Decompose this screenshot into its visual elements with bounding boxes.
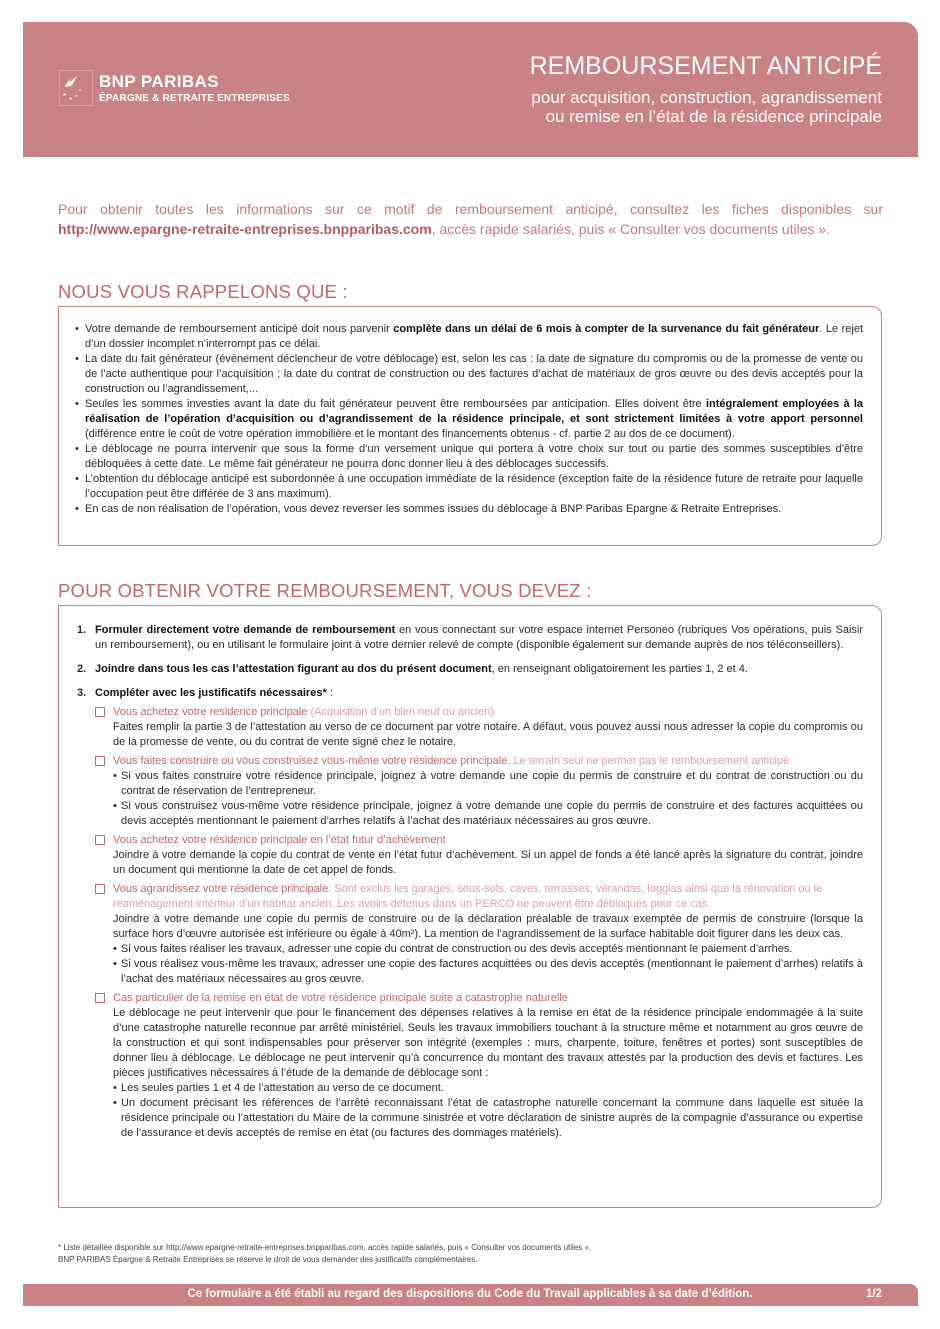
checkbox-construction[interactable] — [95, 756, 105, 766]
stars-logo-icon — [59, 70, 93, 106]
checkbox-agrandissement[interactable] — [95, 884, 105, 894]
option-catastrophe — [95, 991, 863, 1141]
bnp-paribas-logo — [59, 70, 319, 110]
reminder-item: • La date du fait générateur (évènement déclencheur de votre déblocage) est, selon les cas : la date de signature du compromis ou de la promesse de vente ou de l’acte authentique pour l’acquisition ; la date du contrat de construction ou des factures d’achat de matériaux de gros œuvre ou des devis acceptés pour la construction ou l’agrandissement,... — [75, 353, 863, 395]
intro-link[interactable]: http://www.epargne-retraite-entreprises.bnpparibas.com — [58, 221, 432, 237]
option-bullet: • Si vous faites réaliser les travaux, adresser une copie du contrat de construction ou des devis acceptés mentionnant le paiement d’arrhes. — [113, 943, 793, 955]
option-title: Vous achetez votre residence principale — [113, 706, 308, 718]
step-2: 2. Joindre dans tous les cas l’attestation figurant au dos du présent document, en renseignant obligatoirement les parties 1, 2 et 4. — [77, 663, 748, 675]
option-body: Faites remplir la partie 3 de l’attestation au verso de ce document par votre notaire. A défaut, vous pouvez aussi nous adresser la copie du compromis ou de la promesse de vente, ou du contrat de vente signé chez le notaire. — [113, 721, 863, 748]
page-title: REMBOURSEMENT ANTICIPÉ — [529, 52, 882, 80]
reminder-item: • Seules les sommes investies avant la date du fait générateur peuvent être remboursées par anticipation. Elles doivent être intégralement employées à la réalisation de l’opération d’acquisition ou d’agrandissement de la résidence principale, et sont strictement limitées à votre apport personnel (différence entre le coût de votre opération immobilière et le montant des financements obtenus - cf. partie 2 au dos de ce document). — [75, 398, 864, 440]
footnote — [58, 1242, 591, 1266]
option-note: Le terrain seul ne permet pas le remboursement anticipé — [510, 755, 790, 767]
step-3: 3. Compléter avec les justificatifs nécessaires* : — [77, 687, 333, 699]
checkbox-vefa[interactable] — [95, 835, 105, 845]
step-1: 1. Formuler directement votre demande de remboursement en vous connectant sur votre espace internet Personeo (rubriques Vos opérations, puis Saisir un remboursement), ou en utilisant le formulaire joint à votre dernier relevé de compte (disponible également sur demande auprès de nos téléconseillers). — [77, 624, 864, 651]
checkbox-acquisition[interactable] — [95, 707, 105, 717]
reminder-item: • En cas de non réalisation de l’opération, vous devez reverser les sommes issues du déblocage à BNP Paribas Epargne & Retraite Entreprises. — [75, 503, 782, 515]
brand-name: BNP PARIBAS — [99, 72, 219, 91]
option-note: Sont exclus les garages, sous-sols, caves, terrasses, vérandas, loggias ainsi que la rénovation ou le réaménagement intérieur d’un habitat ancien. Les avoirs détenus dans un PERCO ne peuvent être débloqués pour ce cas. — [113, 883, 823, 910]
reminder-item: • L’obtention du déblocage anticipé est subordonnée à une occupation immédiate de la résidence (exception faite de la résidence future de retraite pour laquelle l’occupation peut être différée de 3 ans maximum). — [75, 473, 863, 500]
option-body: Le déblocage ne peut intervenir que pour le financement des dépenses relatives à la remise en état de la résidence principale endommagée à la suite d’une catastrophe naturelle reconnue par arrêté ministériel. Seuls les travaux immobiliers touchant à la structure même et notamment au gros œuvre de la construction et qui sont indispensables pour préserver son intégrité (exemples : murs, charpente, toiture, fenêtres et portes) sont susceptibles de donner lieu à déblocage. Le déblocage ne peut intervenir qu’à concurrence du montant des travaux attestés par la production des devis et factures. Les pièces justificatives nécessaires à l’étude de la demande de déblocage sont : — [113, 1007, 863, 1079]
subtitle-line-1: pour acquisition, construction, agrandissement — [531, 88, 882, 107]
option-bullet: • Un document précisant les références de l’arrêté reconnaissant l’état de catastrophe naturelle concernant la commune dans laquelle est située la résidence principale ou l’attestation du Maire de la commune sinistrée et votre déclaration de sinistre auprès de la compagnie d’assurance ou expertise de l’assurance et devis acceptés de remise en état (ou factures des dommages matériels). — [113, 1097, 863, 1139]
footnote-line-1: * Liste détaillée disponible sur http://www.epargne-retraite-entreprises.bnpparibas.com, accès rapide salariés, puis « Consulter vos documents utiles ». — [58, 1243, 592, 1252]
reminder-box — [58, 306, 882, 546]
option-acquisition — [95, 705, 863, 750]
option-body: Joindre à votre demande une copie du permis de construire ou de la déclaration préalable de travaux exemptée de permis de construire (lorsque la surface hors d’œuvre autorisée est inférieure ou égale à 40m²). La mention de l’agrandissement de la surface habitable doit figurer dans les deux cas. — [113, 913, 863, 940]
option-title: Vous agrandissez votre résidence principale. — [113, 883, 332, 895]
header-band — [23, 22, 918, 157]
footnote-line-2: BNP PARIBAS Épargne & Retraite Entreprises se réserve le droit de vous demander des justificatifs complémentaires. — [58, 1255, 478, 1264]
intro-text: Pour obtenir toutes les informations sur ce motif de remboursement anticipé, consultez les fiches disponibles sur — [58, 201, 883, 217]
section-title-steps: POUR OBTENIR VOTRE REMBOURSEMENT, VOUS DEVEZ : — [58, 580, 592, 601]
checkbox-catastrophe[interactable] — [95, 993, 105, 1003]
reminder-item: • Le déblocage ne pourra intervenir que sous la forme d’un versement unique qui portera à votre choix sur tout ou partie des sommes susceptibles d’être débloquées à cette date. Le même fait générateur ne pourra donc donner lieu à des déblocages successifs. — [75, 443, 863, 470]
page-number: 1/2 — [866, 1288, 882, 1300]
option-title: Vous faites construire ou vous construisez vous-même votre résidence principale. — [113, 755, 511, 767]
option-vefa — [95, 833, 863, 878]
option-bullet: • Si vous faites construire votre résidence principale, joignez à votre demande une copie du permis de construire et du contrat de construction ou du contrat de réservation de l’entrepreneur. — [113, 770, 863, 797]
option-title: Cas particulier de la remise en état de votre résidence principale suite a catastrophe naturelle — [113, 992, 568, 1004]
subtitle-line-2: ou remise en l’état de la résidence principale — [545, 107, 882, 126]
steps-box — [58, 605, 882, 1208]
option-bullet: • Si vous réalisez vous-même les travaux, adresser une copie des factures acquittées ou des devis acceptés (mentionnant le paiement d’arrhes) relatifs à l’achat des matériaux nécessaires au gros œuvre. — [113, 958, 863, 985]
brand-subtitle: ÉPARGNE & RETRAITE ENTREPRISES — [99, 93, 290, 104]
footer-text: Ce formulaire a été établi au regard des dispositions du Code du Travail applicables à sa date d’édition. — [187, 1288, 753, 1300]
option-bullet: • Les seules parties 1 et 4 de l’attestation au verso de ce document. — [113, 1082, 444, 1094]
intro-paragraph — [58, 199, 883, 239]
option-construction — [95, 754, 863, 829]
option-note: (Acquisition d’un bien neuf ou ancien) — [307, 706, 494, 718]
option-bullet: • Si vous construisez vous-même votre résidence principale, joignez à votre demande une copie du permis de construire et des factures acquittées ou devis acceptés mentionnant le paiement d’arrhes relatifs à l’achat des matériaux nécessaires au gros œuvre. — [113, 800, 863, 827]
page-subtitle — [531, 88, 882, 126]
reminder-item: • Votre demande de remboursement anticipé doit nous parvenir complète dans un délai de 6 mois à compter de la survenance du fait générateur. Le rejet d’un dossier incomplet n’interrompt pas ce délai. — [75, 323, 863, 350]
intro-text-end: , accès rapide salariés, puis « Consulter vos documents utiles ». — [431, 221, 831, 237]
option-agrandissement — [95, 882, 863, 987]
section-title-rappel: NOUS VOUS RAPPELONS QUE : — [58, 281, 348, 302]
option-title: Vous achetez votre résidence principale en l’état futur d’achèvement — [113, 834, 446, 846]
option-body: Joindre à votre demande la copie du contrat de vente en l’état futur d’achèvement. Si un appel de fonds a été lancé après la signature du contrat, joindre un document qui mentionne la date de cet appel de fonds. — [113, 849, 863, 876]
